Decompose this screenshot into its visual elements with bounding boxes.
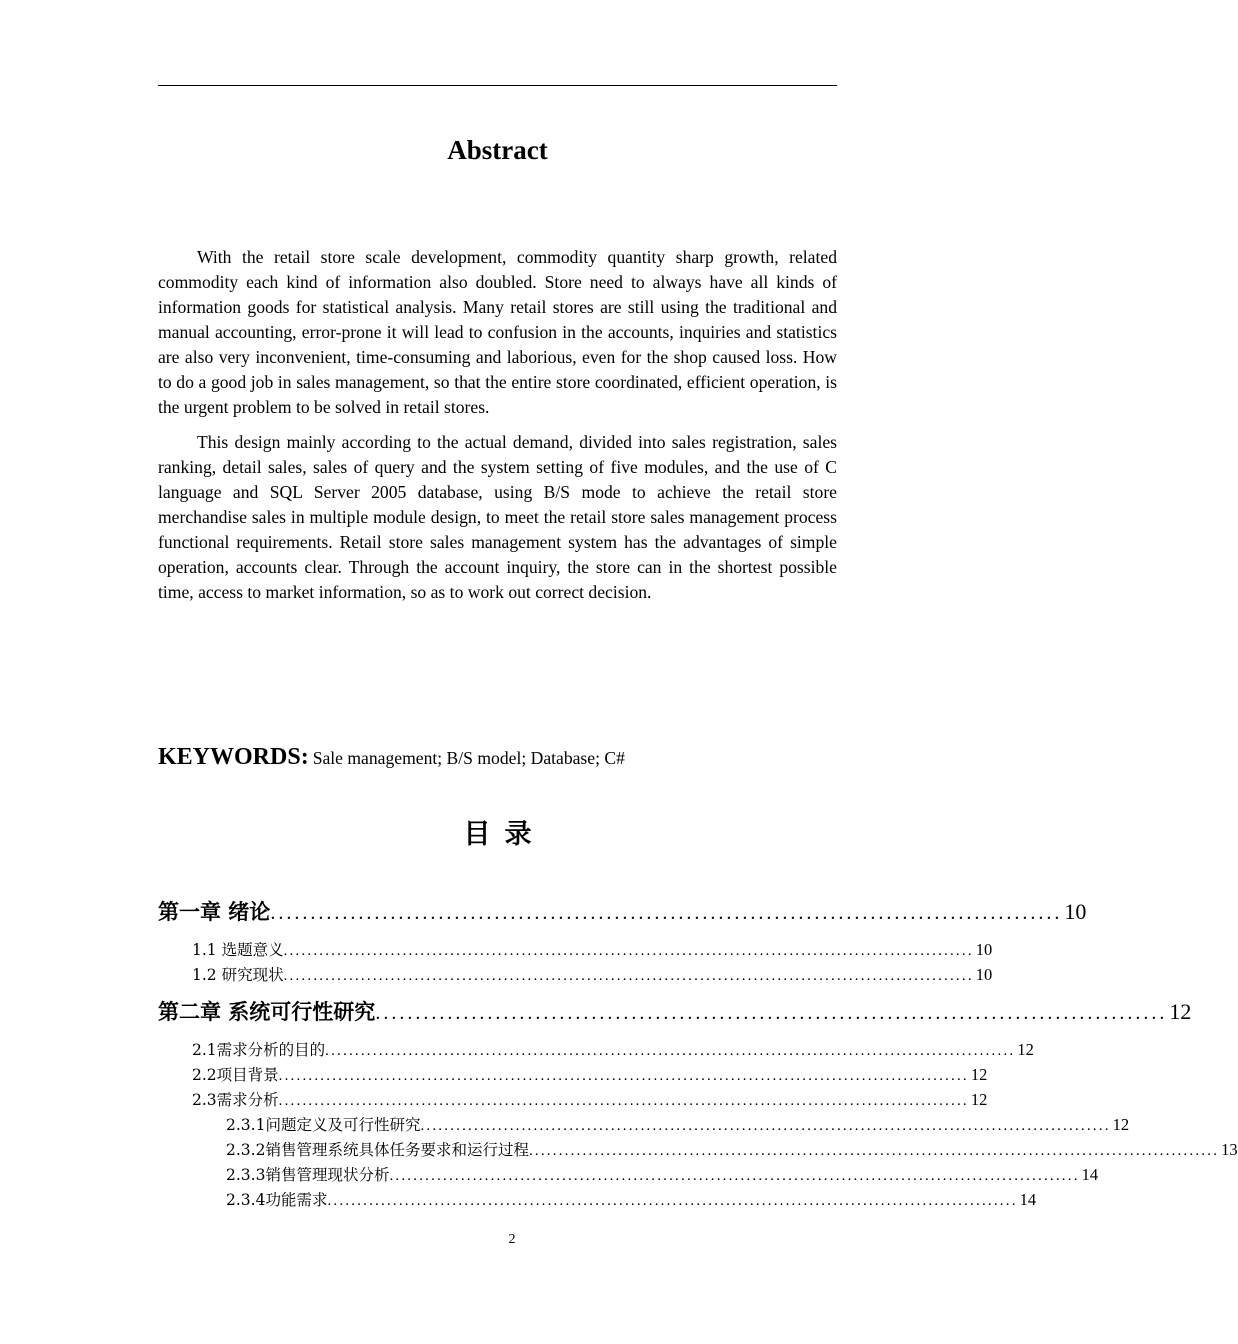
toc-entry-label: 第二章 系统可行性研究 xyxy=(158,1000,376,1024)
toc-entry-page: 13 xyxy=(1221,1140,1238,1159)
toc-entry[interactable] xyxy=(158,997,1192,1027)
keywords-text: Sale management; B/S model; Database; C# xyxy=(312,748,625,768)
toc-entry[interactable] xyxy=(192,1063,988,1087)
toc-title-char-1: 目 xyxy=(463,819,491,850)
abstract-body xyxy=(158,245,837,615)
toc-entry-page: 12 xyxy=(1112,1115,1130,1134)
toc-entry-label: 2.3.1问题定义及可行性研究 xyxy=(226,1116,421,1134)
abstract-paragraph-2: This design mainly according to the actual demand, divided into sales registration, sales ranking, detail sales, sales of query and the system setting of five modules, and the use of C language and SQL Server 2005 database, using B/S mode to achieve the retail store merchandise sales in multiple module design, to meet the retail store sales management process functional requirements. Retail store sales management system has the advantages of simple operation, accounts clear. Through the account inquiry, the store can in the shortest possible time, access to market information, so as to work out correct decision. xyxy=(158,432,837,602)
toc-leader-dots: ................................................................................................... xyxy=(270,902,1063,924)
toc-entry[interactable] xyxy=(226,1163,1099,1187)
abstract-paragraph-1: With the retail store scale development, commodity quantity sharp growth, related commodity each kind of information also doubled. Store need to always have all kinds of information goods for statistical analysis. Many retail stores are still using the traditional and manual accounting, error-prone it will lead to confusion in the accounts, inquiries and statistics are also very inconvenient, time-consuming and laborious, even for the shop caused loss. How to do a good job in sales management, so that the entire store coordinated, efficient operation, is the urgent problem to be solved in retail stores. xyxy=(158,247,837,417)
toc-entry-label: 第一章 绪论 xyxy=(158,900,271,924)
toc-entry[interactable] xyxy=(192,1038,1034,1062)
toc-entry-label: 2.3.2销售管理系统具体任务要求和运行过程 xyxy=(226,1141,529,1159)
toc-entry[interactable] xyxy=(192,963,993,987)
toc-leader-dots: .................................................................................................................... xyxy=(283,968,974,984)
toc-entry-label: 2.1需求分析的目的 xyxy=(192,1041,326,1059)
toc-leader-dots: .................................................................................................................... xyxy=(283,943,974,959)
toc-leader-dots: .................................................................................................................... xyxy=(528,1143,1220,1159)
toc-leader-dots: .................................................................................................................... xyxy=(327,1193,1018,1209)
toc-entry-page: 12 xyxy=(1017,1040,1034,1059)
toc-entry-page: 10 xyxy=(975,965,993,984)
toc-entry-label: 1.1 选题意义 xyxy=(192,941,284,959)
toc-entry[interactable] xyxy=(226,1138,1238,1162)
toc-entry-page: 12 xyxy=(970,1065,988,1084)
toc-entry[interactable] xyxy=(192,938,993,962)
toc-entry[interactable] xyxy=(158,897,1087,927)
toc-entry-label: 2.3需求分析 xyxy=(192,1091,279,1109)
toc-entry-page: 14 xyxy=(1019,1190,1037,1209)
toc-entry[interactable] xyxy=(226,1188,1037,1212)
toc-entry[interactable] xyxy=(226,1113,1130,1137)
toc-entry-page: 14 xyxy=(1081,1165,1099,1184)
toc-leader-dots: ................................................................................................... xyxy=(375,1002,1168,1024)
toc-leader-dots: .................................................................................................................... xyxy=(389,1168,1080,1184)
toc-title xyxy=(158,815,837,855)
toc-entry[interactable] xyxy=(192,1088,988,1112)
header-rule xyxy=(158,85,837,86)
toc-leader-dots: .................................................................................................................... xyxy=(278,1068,969,1084)
toc-entry-label: 1.2 研究现状 xyxy=(192,966,284,984)
toc-leader-dots: .................................................................................................................... xyxy=(278,1093,969,1109)
abstract-title: Abstract xyxy=(447,135,548,165)
toc-entry-label: 2.3.3销售管理现状分析 xyxy=(226,1166,390,1184)
toc-title-char-2: 录 xyxy=(504,819,532,850)
page-number: 2 xyxy=(508,1232,516,1247)
toc-entry-page: 10 xyxy=(1064,899,1087,924)
toc-entry-page: 12 xyxy=(1169,999,1192,1024)
toc-entry-label: 2.3.4功能需求 xyxy=(226,1191,328,1209)
toc-entry-page: 10 xyxy=(975,940,993,959)
toc-entry-label: 2.2项目背景 xyxy=(192,1066,279,1084)
toc-leader-dots: .................................................................................................................... xyxy=(325,1043,1016,1059)
toc-leader-dots: .................................................................................................................... xyxy=(420,1118,1111,1134)
keywords-line xyxy=(158,740,837,777)
toc-entry-page: 12 xyxy=(970,1090,988,1109)
keywords-label: KEYWORDS: xyxy=(158,744,309,770)
